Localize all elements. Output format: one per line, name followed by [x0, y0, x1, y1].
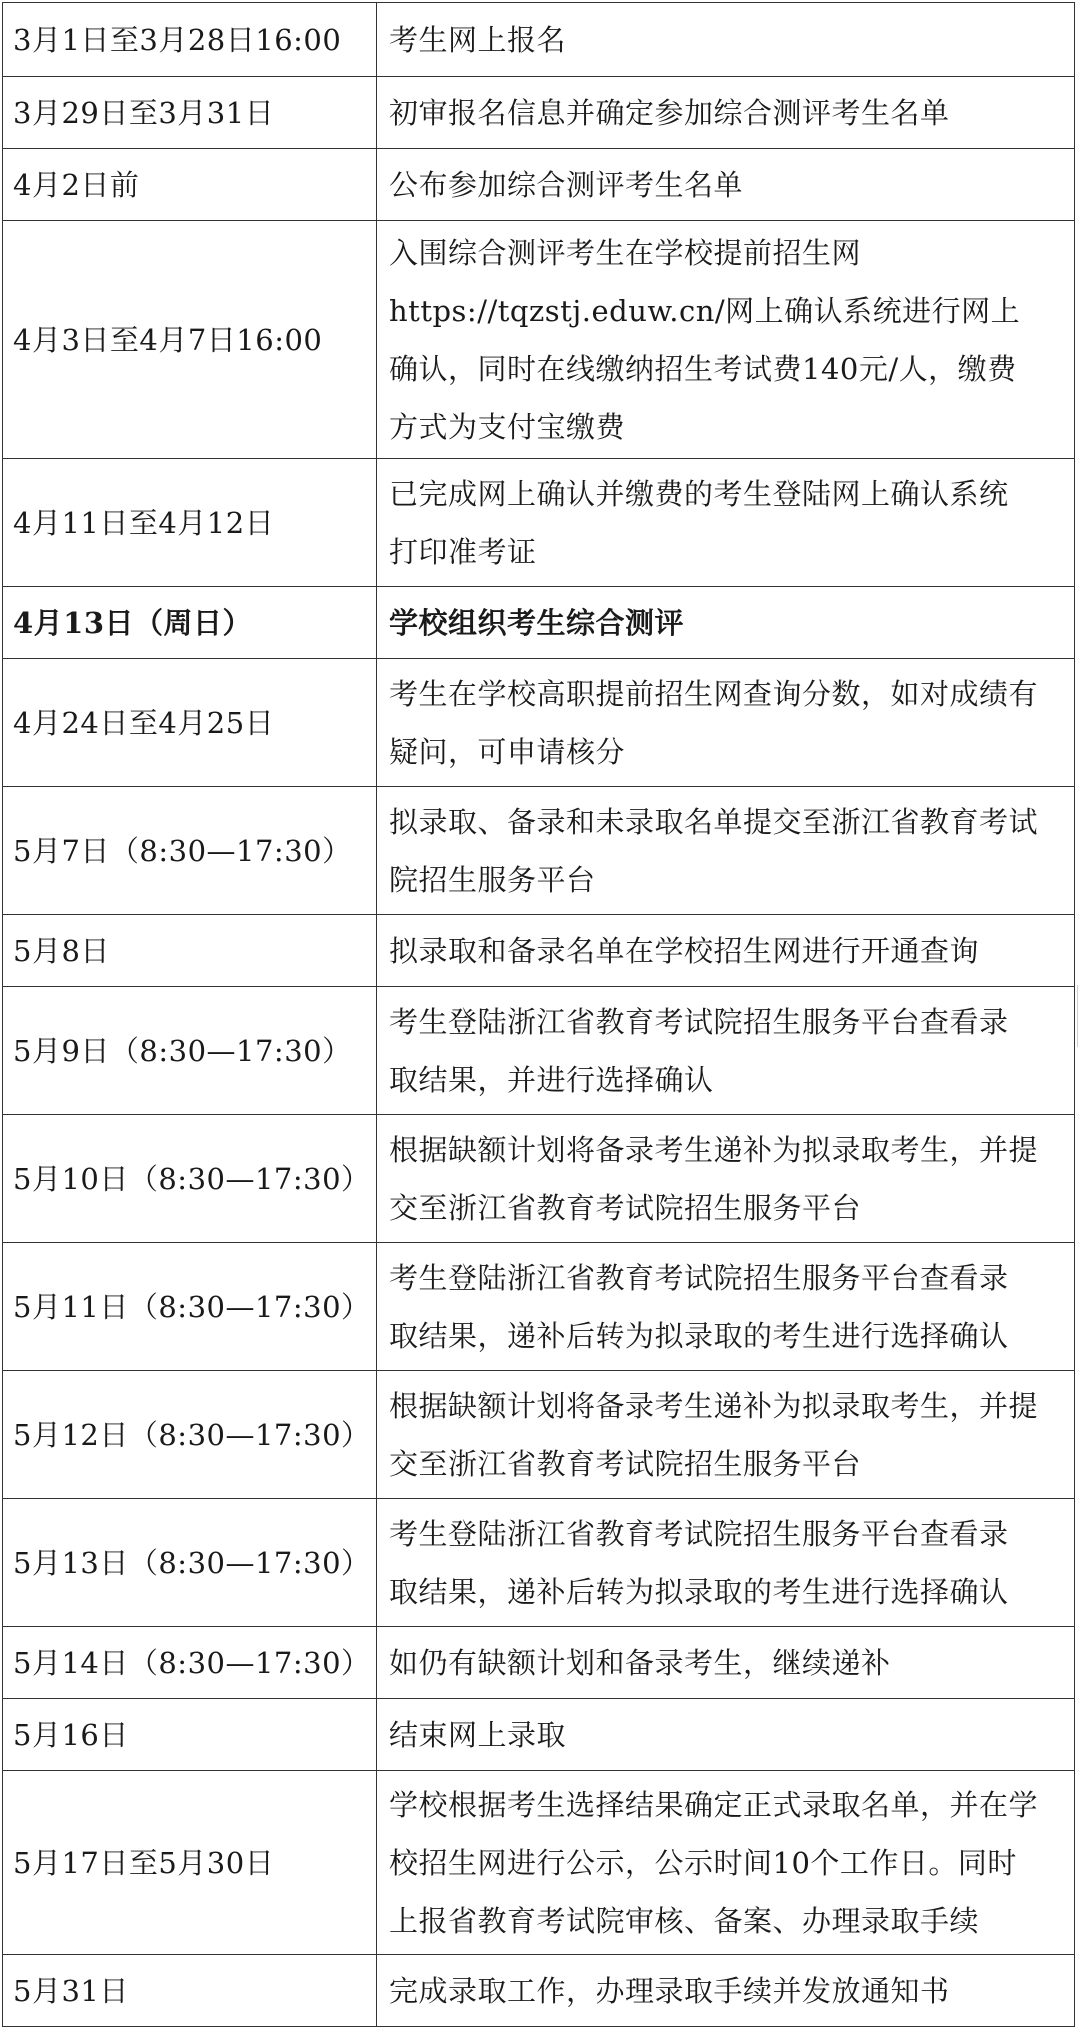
schedule-event: 初审报名信息并确定参加综合测评考生名单: [377, 77, 1075, 149]
schedule-date: 5月11日（8:30—17:30）: [3, 1243, 377, 1371]
schedule-event: 考生登陆浙江省教育考试院招生服务平台查看录 取结果，递补后转为拟录取的考生进行选择确认: [377, 1499, 1075, 1627]
schedule-row: [3, 659, 1075, 787]
schedule-event: 学校组织考生综合测评: [377, 587, 1075, 659]
schedule-row: [3, 3, 1075, 77]
schedule-event: 完成录取工作，办理录取手续并发放通知书: [377, 1955, 1075, 2027]
schedule-event: 拟录取和备录名单在学校招生网进行开通查询: [377, 915, 1075, 987]
admission-schedule-table: [2, 2, 1075, 2027]
schedule-row: [3, 1771, 1075, 1955]
schedule-date: 5月13日（8:30—17:30）: [3, 1499, 377, 1627]
schedule-date: 3月29日至3月31日: [3, 77, 377, 149]
schedule-row: [3, 1955, 1075, 2027]
schedule-event: 根据缺额计划将备录考生递补为拟录取考生，并提 交至浙江省教育考试院招生服务平台: [377, 1371, 1075, 1499]
schedule-row: [3, 1499, 1075, 1627]
schedule-date: 4月24日至4月25日: [3, 659, 377, 787]
schedule-event: 根据缺额计划将备录考生递补为拟录取考生，并提 交至浙江省教育考试院招生服务平台: [377, 1115, 1075, 1243]
schedule-event: 公布参加综合测评考生名单: [377, 149, 1075, 221]
schedule-date: 5月7日（8:30—17:30）: [3, 787, 377, 915]
schedule-date: 5月9日（8:30—17:30）: [3, 987, 377, 1115]
schedule-event: 考生网上报名: [377, 3, 1075, 77]
schedule-row: [3, 787, 1075, 915]
schedule-date: 4月13日（周日）: [3, 587, 377, 659]
schedule-event: 考生登陆浙江省教育考试院招生服务平台查看录 取结果，递补后转为拟录取的考生进行选择确认: [377, 1243, 1075, 1371]
schedule-date: 4月11日至4月12日: [3, 459, 377, 587]
schedule-row: [3, 587, 1075, 659]
schedule-row: [3, 1371, 1075, 1499]
schedule-date: 5月12日（8:30—17:30）: [3, 1371, 377, 1499]
schedule-body: [3, 3, 1075, 2027]
schedule-row: [3, 987, 1075, 1115]
schedule-row: [3, 915, 1075, 987]
schedule-date: 5月8日: [3, 915, 377, 987]
schedule-date: 5月16日: [3, 1699, 377, 1771]
schedule-event: 如仍有缺额计划和备录考生，继续递补: [377, 1627, 1075, 1699]
schedule-date: 5月14日（8:30—17:30）: [3, 1627, 377, 1699]
schedule-date: 4月3日至4月7日16:00: [3, 221, 377, 459]
schedule-event: 入围综合测评考生在学校提前招生网 https://tqzstj.eduw.cn/网上确认系统进行网上 确认，同时在线缴纳招生考试费140元/人，缴费 方式为支付宝缴费: [377, 221, 1075, 459]
schedule-row: [3, 1627, 1075, 1699]
schedule-row: [3, 1115, 1075, 1243]
right-edge-mark: [1077, 985, 1078, 1047]
schedule-event: 学校根据考生选择结果确定正式录取名单，并在学 校招生网进行公示，公示时间10个工作日。同时 上报省教育考试院审核、备案、办理录取手续: [377, 1771, 1075, 1955]
schedule-row: [3, 77, 1075, 149]
schedule-row: [3, 459, 1075, 587]
schedule-event: 考生登陆浙江省教育考试院招生服务平台查看录 取结果，并进行选择确认: [377, 987, 1075, 1115]
schedule-date: 5月17日至5月30日: [3, 1771, 377, 1955]
schedule-row: [3, 221, 1075, 459]
schedule-row: [3, 1699, 1075, 1771]
schedule-event: 结束网上录取: [377, 1699, 1075, 1771]
schedule-event: 拟录取、备录和未录取名单提交至浙江省教育考试 院招生服务平台: [377, 787, 1075, 915]
schedule-date: 4月2日前: [3, 149, 377, 221]
schedule-event: 已完成网上确认并缴费的考生登陆网上确认系统 打印准考证: [377, 459, 1075, 587]
schedule-date: 5月10日（8:30—17:30）: [3, 1115, 377, 1243]
schedule-row: [3, 1243, 1075, 1371]
schedule-row: [3, 149, 1075, 221]
schedule-date: 5月31日: [3, 1955, 377, 2027]
schedule-event: 考生在学校高职提前招生网查询分数，如对成绩有 疑问，可申请核分: [377, 659, 1075, 787]
schedule-date: 3月1日至3月28日16:00: [3, 3, 377, 77]
